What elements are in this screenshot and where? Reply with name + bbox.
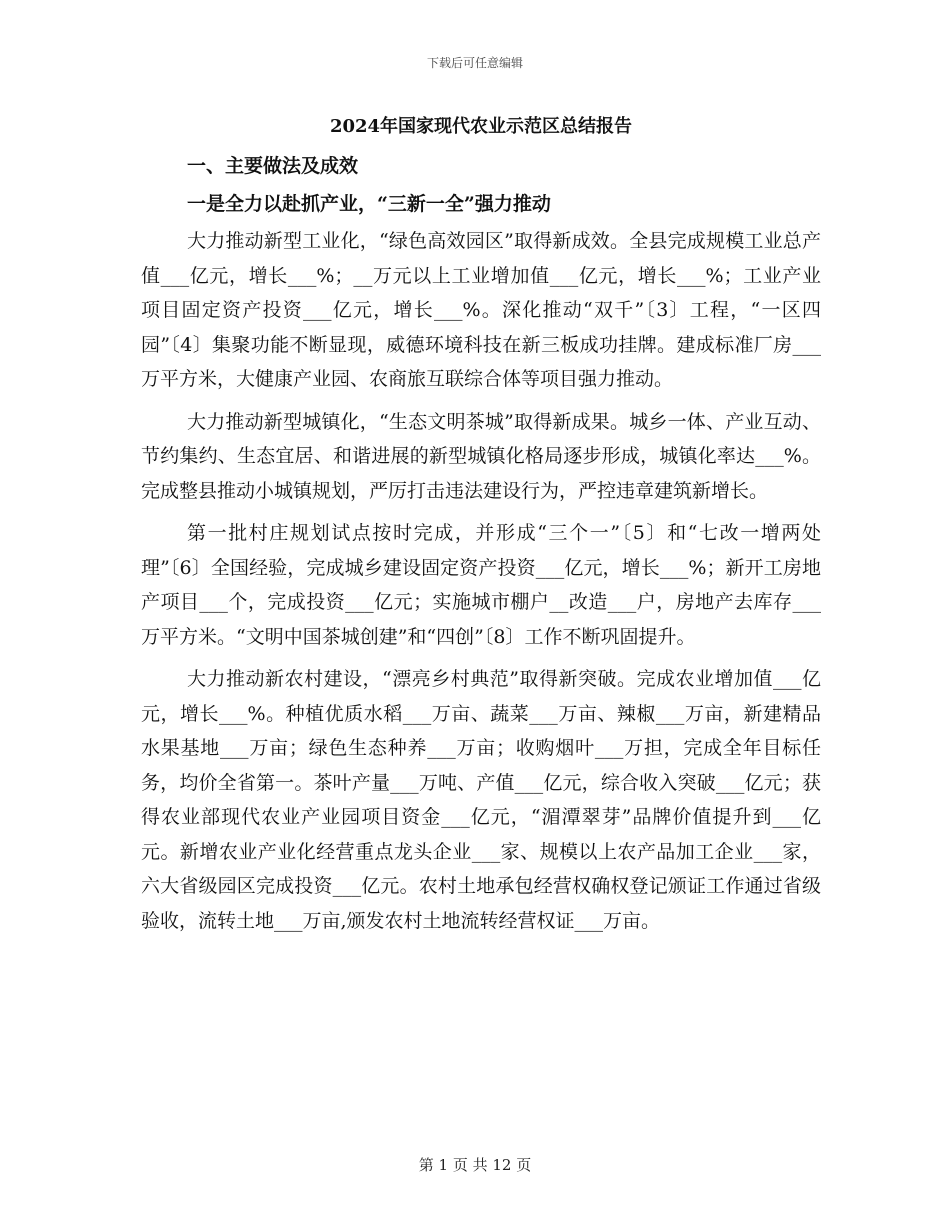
header-note: 下载后可任意编辑 [426,56,523,70]
subsection-heading: 一是全力以赴抓产业，“三新一全”强力推动 [187,193,551,215]
paragraph-industrialization: 大力推动新型工业化，“绿色高效园区”取得新成效。全县完成规模工业总产值___亿元，增长___%；__万元以上工业增加值___亿元，增长___%；工业产业项目固定资产投资___亿元，增长___%。深化推动“双千”〔3〕工程，“一区四园”〔4〕集聚功能不断显现，威德环境科技在新三板成功挂牌。建成标准厂房___万平方米，大健康产业园、农商旅互联综合体等项目强力推动。 [141,230,821,390]
paragraph-village-planning: 第一批村庄规划试点按时完成，并形成“三个一”〔5〕和“七改一增两处理”〔6〕全国经验，完成城乡建设固定资产投资___亿元，增长___%；新开工房地产项目___个，完成投资___亿元；实施城市棚户__改造___户，房地产去库存___万平方米。“文明中国茶城创建”和“四创”〔8〕工作不断巩固提升。 [141,522,821,648]
document-title: 2024年国家现代农业示范区总结报告 [329,116,633,137]
page-footer: 第 1 页 共 12 页 [418,1156,532,1174]
section-heading: 一、主要做法及成效 [187,155,359,177]
document-body [141,112,821,946]
paragraph-new-countryside: 大力推动新农村建设，“漂亮乡村典范”取得新突破。完成农业增加值___亿元，增长___%。种植优质水稻___万亩、蔬菜___万亩、辣椒___万亩，新建精品水果基地___万亩；绿色生态种养___万亩；收购烟叶___万担，完成全年目标任务，均价全省第一。茶叶产量___万吨、产值___亿元，综合收入突破___亿元；获得农业部现代农业产业园项目资金___亿元，“湄潭翠芽”品牌价值提升到___亿元。新增农业产业化经营重点龙头企业___家、规模以上农产品加工企业___家，六大省级园区完成投资___亿元。农村土地承包经营权确权登记颁证工作通过省级验收，流转土地___万亩,颁发农村土地流转经营权证___万亩。 [141,668,821,932]
paragraph-urbanization: 大力推动新型城镇化，“生态文明茶城”取得新成果。城乡一体、产业互动、节约集约、生态宜居、和谐进展的新型城镇化格局逐步形成，城镇化率达___%。完成整县推动小城镇规划，严厉打击违法建设行为，严控违章建筑新增长。 [141,410,821,502]
